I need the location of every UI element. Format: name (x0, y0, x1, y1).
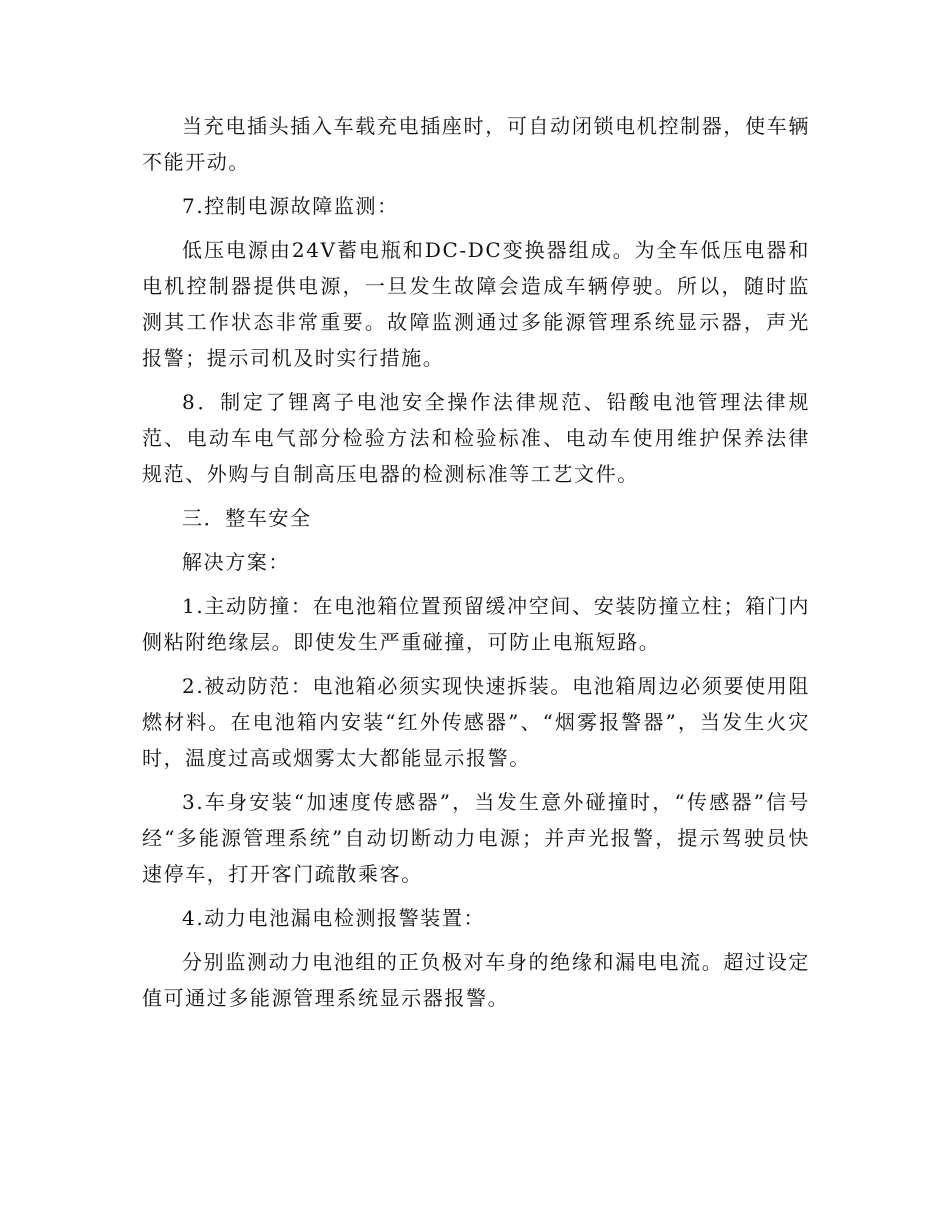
heading-control-power-monitoring: 7.控制电源故障监测： (182, 194, 399, 218)
paragraph-safety-regulations: 8．制定了锂离子电池安全操作法律规范、铅酸电池管理法律规范、电动车电气部分检验方法和检验标准、电动车使用维护保养法律规范、外购与自制高压电器的检测标准等工艺文件。 (142, 390, 810, 486)
paragraph-active-collision-protection: 1.主动防撞：在电池箱位置预留缓冲空间、安装防撞立柱；箱门内侧粘附绝缘层。即使发生严重碰撞，可防止电瓶短路。 (142, 594, 810, 654)
document-body (142, 108, 810, 1024)
heading-vehicle-safety: 三．整车安全 (182, 506, 312, 530)
heading-leakage-detection: 4.动力电池漏电检测报警装置： (182, 906, 486, 930)
heading-solution: 解决方案： (182, 550, 290, 574)
paragraph-insulation-monitoring: 分别监测动力电池组的正负极对车身的绝缘和漏电电流。超过设定值可通过多能源管理系统显示器报警。 (142, 950, 810, 1010)
paragraph-passive-protection: 2.被动防范：电池箱必须实现快速拆装。电池箱周边必须要使用阻燃材料。在电池箱内安装“红外传感器”、“烟雾报警器”，当发生火灾时，温度过高或烟雾太大都能显示报警。 (142, 674, 810, 770)
paragraph-acceleration-sensor: 3.车身安装“加速度传感器”，当发生意外碰撞时，“传感器”信号经“多能源管理系统”自动切断动力电源；并声光报警，提示驾驶员快速停车，打开客门疏散乘客。 (142, 790, 810, 886)
paragraph-low-voltage-power: 低压电源由24V蓄电瓶和DC-DC变换器组成。为全车低压电器和电机控制器提供电源，一旦发生故障会造成车辆停驶。所以，随时监测其工作状态非常重要。故障监测通过多能源管理系统显示器，声光报警；提示司机及时实行措施。 (142, 238, 810, 370)
paragraph-charging-lock: 当充电插头插入车载充电插座时，可自动闭锁电机控制器，使车辆不能开动。 (142, 114, 810, 174)
